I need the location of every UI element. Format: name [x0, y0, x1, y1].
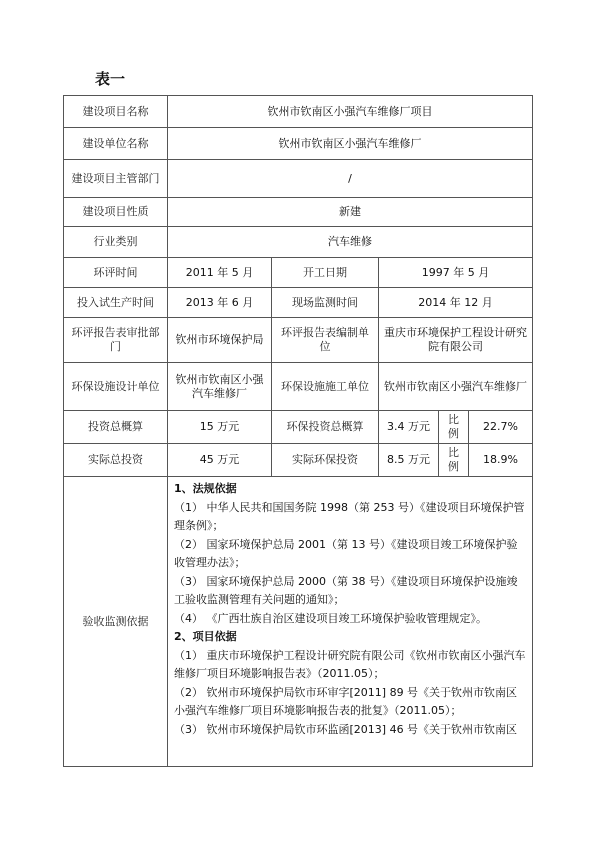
- report-author-label: 环评报告表编制单位: [272, 318, 379, 363]
- monitor-time-label: 现场监测时间: [272, 288, 379, 318]
- budget-label: 投资总概算: [64, 411, 168, 444]
- table-row: [64, 363, 533, 411]
- basis-content: [168, 477, 533, 767]
- table-row: [64, 288, 533, 318]
- eia-time-value: 2011 年 5 月: [168, 258, 272, 288]
- nature-label: 建设项目性质: [64, 198, 168, 227]
- table-row: [64, 411, 533, 444]
- basis-item: （4） 《广西壮族自治区建设项目竣工环境保护验收管理规定》。: [174, 611, 487, 625]
- budget-ratio-label: 比例: [439, 411, 469, 444]
- authority-value: /: [168, 160, 533, 198]
- table-row: [64, 96, 533, 128]
- env-budget-label: 环保投资总概算: [272, 411, 379, 444]
- actual-env-investment-label: 实际环保投资: [272, 444, 379, 477]
- page-title: 表一: [95, 70, 126, 88]
- design-unit-value: 钦州市钦南区小强汽车维修厂: [168, 363, 272, 411]
- trial-time-value: 2013 年 6 月: [168, 288, 272, 318]
- env-budget-value: 3.4 万元: [379, 411, 439, 444]
- basis-heading-project: 2、项目依据: [174, 630, 237, 643]
- monitor-time-value: 2014 年 12 月: [379, 288, 533, 318]
- budget-value: 15 万元: [168, 411, 272, 444]
- approval-dept-label: 环评报告表审批部门: [64, 318, 168, 363]
- actual-ratio-label: 比例: [439, 444, 469, 477]
- unit-name-label: 建设单位名称: [64, 128, 168, 160]
- table-row: [64, 128, 533, 160]
- table-row: [64, 258, 533, 288]
- actual-investment-label: 实际总投资: [64, 444, 168, 477]
- basis-item: （2） 钦州市环境保护局钦市环审字[2011] 89 号《关于钦州市钦南区小强汽车维修厂项目环境影响报告表的批复》（2011.05）；: [174, 685, 518, 717]
- actual-env-investment-value: 8.5 万元: [379, 444, 439, 477]
- design-unit-label: 环保设施设计单位: [64, 363, 168, 411]
- construction-unit-value: 钦州市钦南区小强汽车维修厂: [379, 363, 533, 411]
- start-date-label: 开工日期: [272, 258, 379, 288]
- project-name-value: 钦州市钦南区小强汽车维修厂项目: [168, 96, 533, 128]
- actual-ratio-value: 18.9%: [469, 444, 533, 477]
- basis-item: （1） 重庆市环境保护工程设计研究院有限公司《钦州市钦南区小强汽车维修厂项目环境影响报告表》（2011.05）；: [174, 648, 526, 680]
- industry-value: 汽车维修: [168, 227, 533, 258]
- table-row: [64, 444, 533, 477]
- table-row: [64, 198, 533, 227]
- project-name-label: 建设项目名称: [64, 96, 168, 128]
- industry-label: 行业类别: [64, 227, 168, 258]
- unit-name-value: 钦州市钦南区小强汽车维修厂: [168, 128, 533, 160]
- construction-unit-label: 环保设施施工单位: [272, 363, 379, 411]
- eia-time-label: 环评时间: [64, 258, 168, 288]
- approval-dept-value: 钦州市环境保护局: [168, 318, 272, 363]
- basis-item: （3） 国家环境保护总局 2000（第 38 号）《建设项目环境保护设施竣工验收监测管理有关问题的通知》；: [174, 574, 518, 606]
- budget-ratio-value: 22.7%: [469, 411, 533, 444]
- project-info-table: [63, 95, 533, 767]
- actual-investment-value: 45 万元: [168, 444, 272, 477]
- basis-item: （1） 中华人民共和国国务院 1998（第 253 号）《建设项目环境保护管理条例》；: [174, 500, 525, 532]
- start-date-value: 1997 年 5 月: [379, 258, 533, 288]
- report-author-value: 重庆市环境保护工程设计研究院有限公司: [379, 318, 533, 363]
- basis-heading-regulations: 1、法规依据: [174, 482, 237, 495]
- table-row: [64, 227, 533, 258]
- table-row: [64, 318, 533, 363]
- nature-value: 新建: [168, 198, 533, 227]
- table-row: [64, 160, 533, 198]
- trial-time-label: 投入试生产时间: [64, 288, 168, 318]
- authority-label: 建设项目主管部门: [64, 160, 168, 198]
- basis-item: （2） 国家环境保护总局 2001（第 13 号）《建设项目竣工环境保护验收管理办法》；: [174, 537, 518, 569]
- basis-label: 验收监测依据: [64, 477, 168, 767]
- basis-item: （3） 钦州市环境保护局钦市环监函[2013] 46 号《关于钦州市钦南区: [174, 722, 518, 736]
- table-row: [64, 477, 533, 767]
